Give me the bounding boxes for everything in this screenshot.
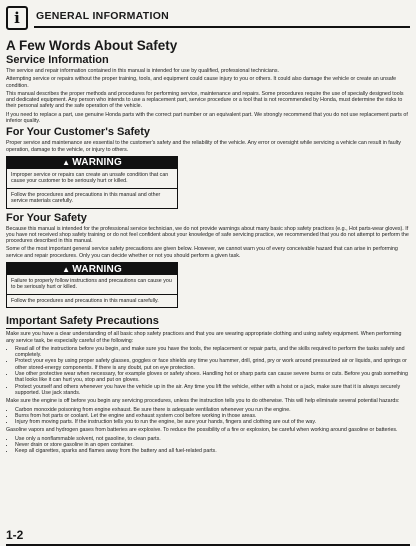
- warning-label: WARNING: [72, 263, 122, 275]
- header-rule: [34, 26, 410, 28]
- customer-safety-paragraph: Proper service and maintenance are essential to the customer's safety and the reliability of the vehicle. Any error or oversight while servicing a vehicle can result in faulty operation, damage to the vehicle, or injury to others.: [6, 140, 401, 153]
- footer-rule: [6, 544, 410, 546]
- list-item: • Carbon monoxide poisoning from engine exhaust. Be sure there is adequate ventilation whenever you run the engine.: [15, 407, 410, 413]
- engine-off-paragraph: Make sure the engine is off before you begin any servicing procedures, unless the instruction tells you to do otherwise. This will help eliminate several potential hazards:: [6, 398, 400, 405]
- warning-label: WARNING: [72, 157, 122, 169]
- service-info-paragraph: This manual describes the proper methods and procedures for performing service, maintenance and repairs. Some procedures require the use of specially designed tools and dedicated equipment. Any person who intends to use a replacement part, service procedure or a tool that is not recommended by Honda, must determine the risks to their personal safety and the safe operation of the vehicle.: [6, 90, 404, 110]
- fire-safety-list: [6, 436, 410, 455]
- list-item: • Read all of the instructions before you begin, and make sure you have the tools, the replacement or repair parts, and the skills required to perform the tasks safely and completely.: [15, 346, 410, 359]
- list-item: • Burns from hot parts or coolant. Let the engine and exhaust system cool before working in those areas.: [15, 413, 410, 419]
- your-safety-paragraph: Because this manual is intended for the professional service technician, we do not provide warnings about many basic shop safety practices (e.g., Hot parts-wear gloves). If you have not received shop safety training or do not feel confident about your knowledge of safe servicing practice, we recommended that you do not attempt to perform the procedures described in this manual.: [6, 225, 409, 245]
- warning-triangle-icon: ▲: [62, 158, 71, 168]
- list-item: • Use only a nonflammable solvent, not gasoline, to clean parts.: [15, 436, 410, 442]
- gasoline-paragraph: Gasoline vapors and hydrogen gases from batteries are explosive. To reduce the possibility of a fire or explosion, be careful when working around gasoline or batteries.: [6, 427, 398, 434]
- customer-safety-heading: For Your Customer's Safety: [6, 126, 151, 139]
- precautions-intro: Make sure you have a clear understanding of all basic shop safety practices and that you are wearing appropriate clothing and using safety equipment. When performing any service task, be especially careful of the following:: [6, 331, 402, 344]
- section-title: GENERAL INFORMATION: [36, 10, 170, 22]
- warning-triangle-icon: ▲: [62, 264, 71, 274]
- list-item: • Protect your eyes by using proper safety glasses, goggles or face shields any time you hammer, drill, grind, pry or work around pressurized air or liquids, and springs or other stored-energy components. If there is any doubt, put on eye protection.: [15, 358, 410, 371]
- your-safety-paragraph: Some of the most important general service safety precautions are given below. However, we cannot warn you of every conceivable hazard that can arise in performing service and repair procedures. Only you can decide whether or not you should perform a given task.: [6, 246, 398, 259]
- warning-box-customer: [6, 156, 178, 209]
- warning-text: Follow the procedures and precautions in this manual and other service materials carefully.: [11, 191, 161, 205]
- list-item: • Injury from moving parts. If the instruction tells you to run the engine, be sure your hands, fingers and clothing are out of the way.: [15, 419, 410, 425]
- warning-body: [7, 169, 177, 208]
- precautions-list: [6, 346, 410, 396]
- list-item: • Use other protective wear when necessary, for example gloves or safety shoes. Handling hot or sharp parts can cause severe burns or cuts. Before you grab something that looks like it can hurt you, stop and put on gloves.: [15, 371, 410, 384]
- precautions-heading: Important Safety Precautions: [6, 315, 159, 328]
- warning-divider: [7, 188, 177, 189]
- page-title: A Few Words About Safety: [6, 38, 178, 53]
- list-item: • Never drain or store gasoline in an open container.: [15, 442, 410, 448]
- warning-body: [7, 275, 177, 307]
- warning-text: Failure to properly follow instructions and precautions can cause you to be seriously hurt or killed.: [11, 278, 172, 291]
- warning-box-technician: [6, 262, 178, 308]
- list-item: • Keep all cigarettes, sparks and flames away from the battery and all fuel-related parts.: [15, 448, 410, 454]
- list-item: • Protect yourself and others whenever you have the vehicle up in the air. Any time you lift the vehicle, either with a hoist or a jack, make sure that it is always securely supported. Use jack stands.: [15, 384, 410, 397]
- warning-divider: [7, 294, 177, 295]
- warning-banner: [7, 263, 177, 275]
- service-info-heading: Service Information: [6, 54, 109, 66]
- section-header: [6, 6, 410, 32]
- warning-text: Improper service or repairs can create an unsafe condition that can cause your customer to be seriously hurt or killed.: [11, 171, 169, 185]
- service-info-paragraph: Attempting service or repairs without the proper training, tools, and equipment could cause injury to you or others. It could also damage the vehicle or create an unsafe condition.: [6, 76, 397, 89]
- warning-banner: [7, 157, 177, 169]
- info-icon: i: [6, 6, 28, 30]
- your-safety-heading: For Your Safety: [6, 211, 87, 224]
- page-number: 1-2: [6, 528, 24, 542]
- service-info-paragraph: If you need to replace a part, use genuine Honda parts with the correct part number or an equivalent part. We strongly recommend that you do not use replacement parts of inferior quality.: [6, 111, 408, 125]
- warning-text: Follow the procedures and precautions in this manual carefully.: [11, 297, 159, 304]
- service-info-paragraph: The service and repair information contained in this manual is intended for use by qualified, professional technicians.: [6, 68, 279, 74]
- hazards-list: [6, 407, 410, 426]
- page-content: [6, 38, 410, 457]
